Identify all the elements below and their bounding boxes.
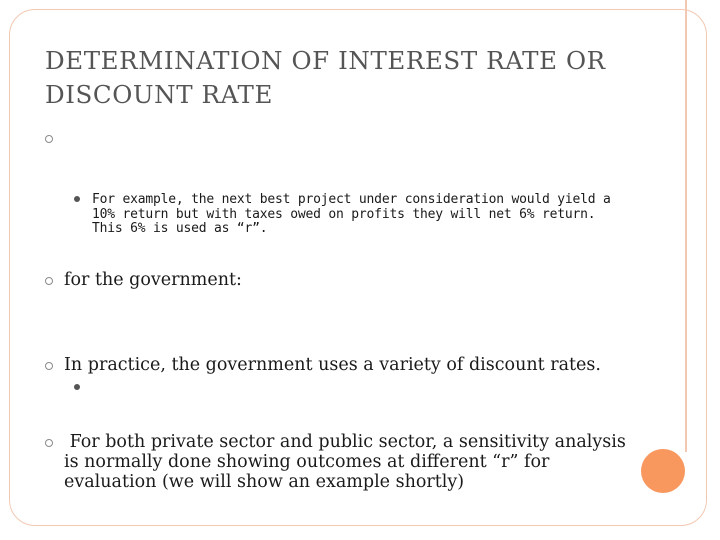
bullet-marker bbox=[45, 277, 53, 285]
slide-title: DETERMINATION OF INTEREST RATE OR DISCOUNT RATE bbox=[45, 46, 606, 109]
bullet-marker bbox=[45, 439, 53, 447]
government-text: for the government: bbox=[64, 270, 242, 290]
bullet-marker-empty bbox=[45, 135, 53, 143]
practice-text: In practice, the government uses a variety of discount rates. bbox=[64, 355, 601, 375]
decorative-vertical-line bbox=[685, 0, 687, 452]
decorative-circle bbox=[641, 449, 685, 493]
sensitivity-text: For both private sector and public sector, a sensitivity analysis is normally done showing outcomes at different “r” for evaluation (we will show an example shortly) bbox=[64, 432, 632, 492]
example-text: For example, the next best project under consideration would yield a 10% return but with taxes owed on profits they will net 6% return. This 6% is used as “r”. bbox=[92, 192, 611, 236]
bullet-marker bbox=[45, 362, 53, 370]
sub-bullet-marker bbox=[74, 196, 80, 202]
sub-bullet-marker-empty bbox=[74, 384, 80, 390]
